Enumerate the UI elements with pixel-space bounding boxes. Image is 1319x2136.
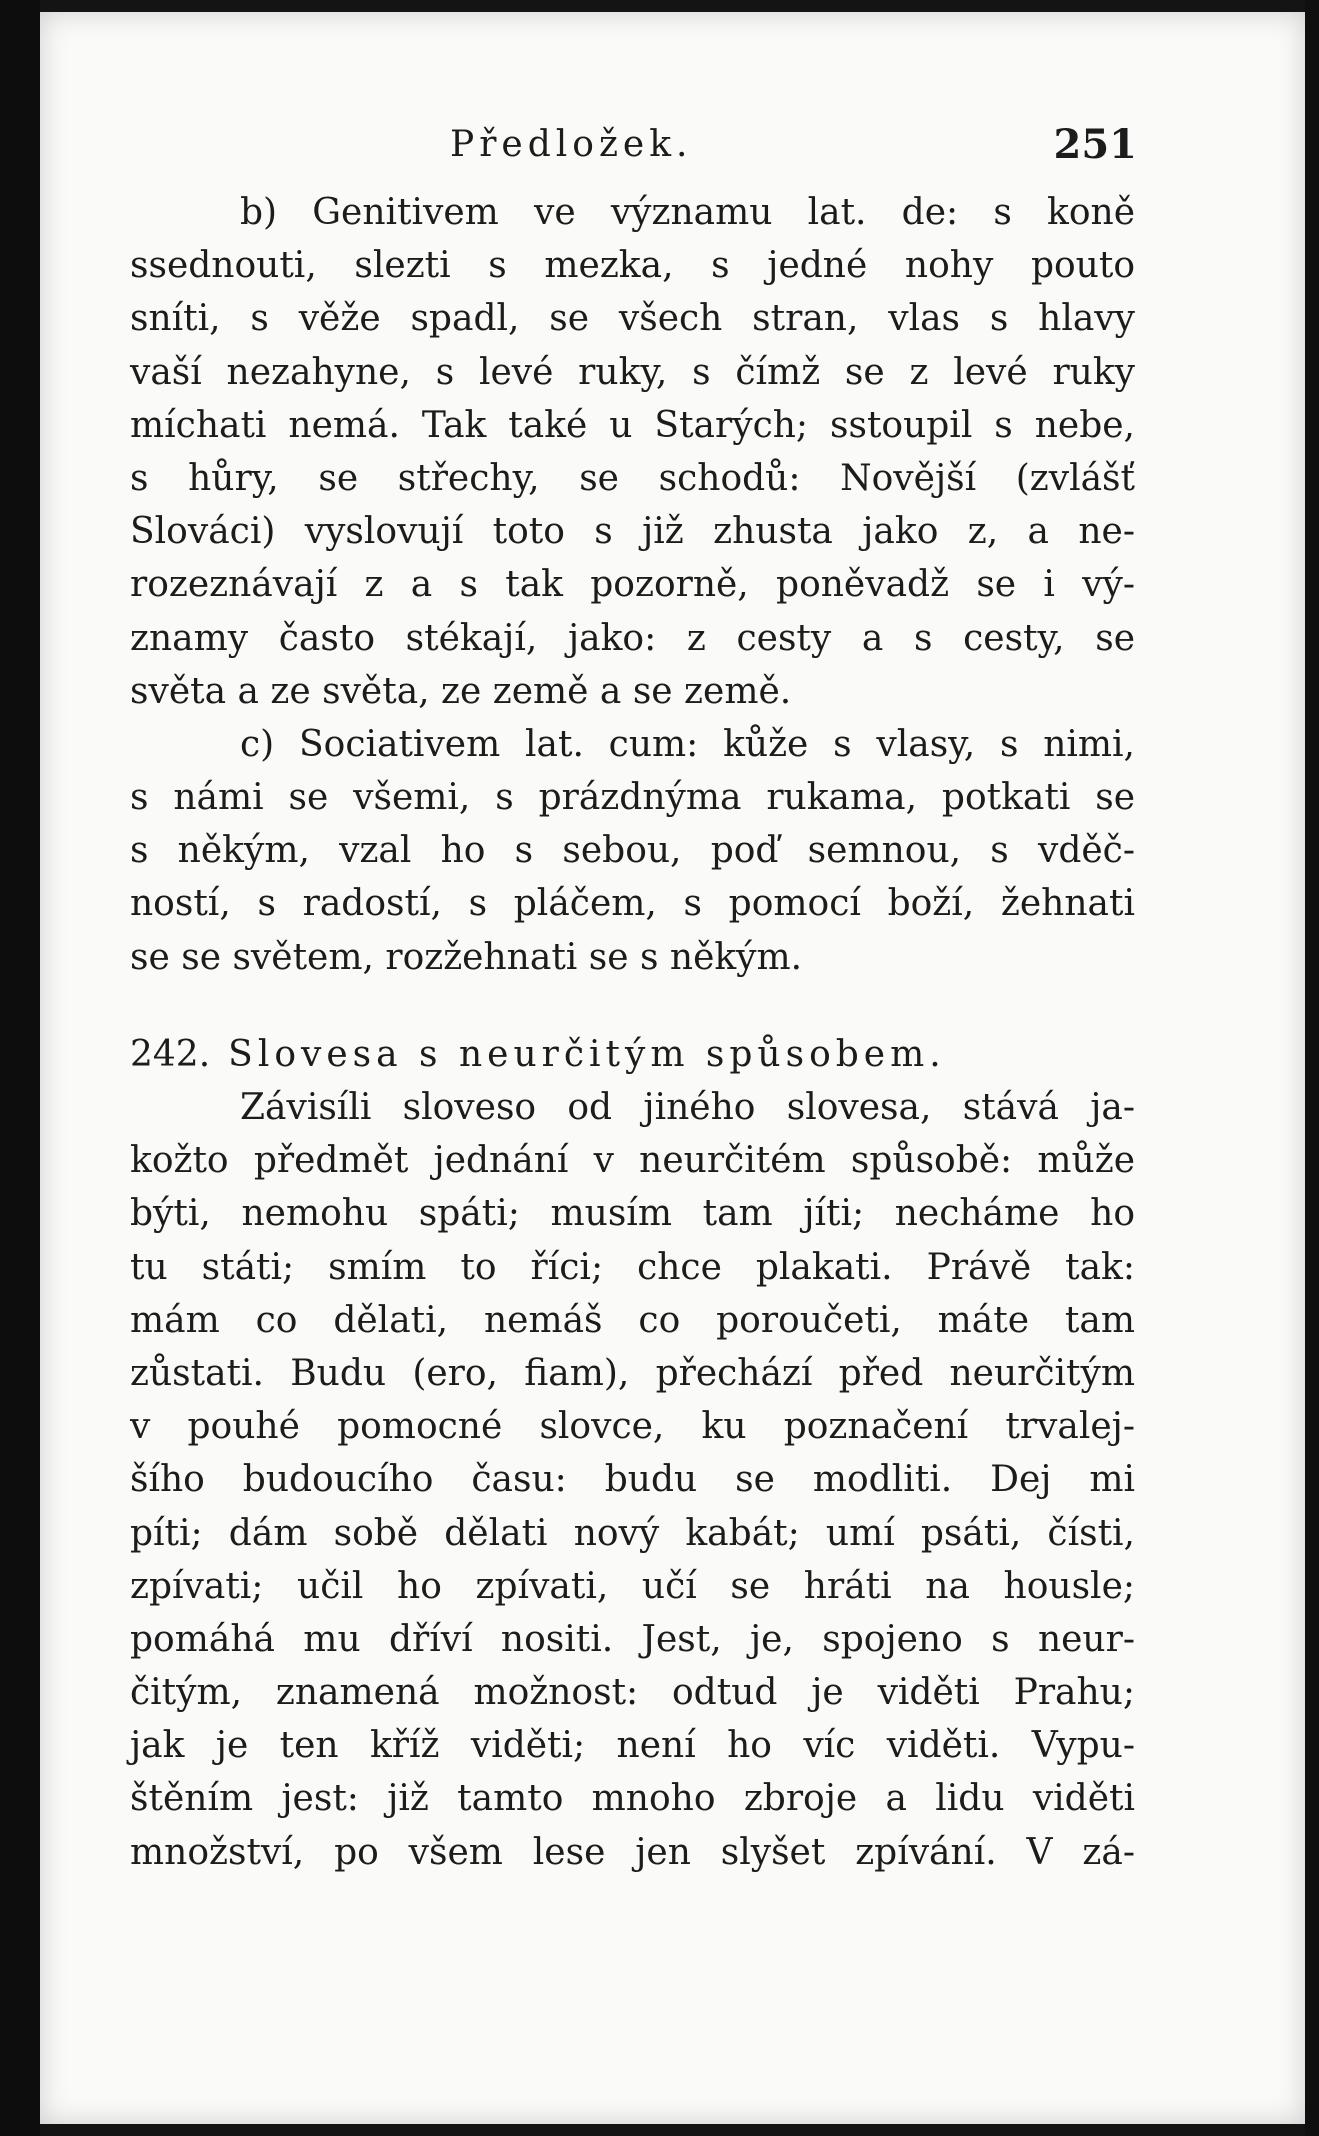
text-line: pomáhá mu dříví nositi. Jest, je, spojeno s neur- <box>130 1618 1135 1660</box>
text-line: sníti, s věže spadl, se všech stran, vlas s hlavy <box>130 298 1135 340</box>
text-line: vaší nezahyne, s levé ruky, s čímž se z levé ruky <box>130 351 1135 393</box>
text-line: zůstati. Budu (ero, fiam), přechází před neurčitým <box>130 1352 1135 1394</box>
section-heading <box>130 1028 1135 1081</box>
section-number: 242. <box>130 1033 211 1075</box>
book-page <box>40 12 1305 2124</box>
text-line: se se světem, rozžehnati se s někým. <box>130 936 803 978</box>
text-line: býti, nemohu spáti; musím tam jíti; necháme ho <box>130 1193 1135 1235</box>
text-line: zpívati; učil ho zpívati, učí se hráti na housle; <box>130 1565 1135 1607</box>
scan-edge-left <box>0 0 40 2136</box>
text-line: šího budoucího času: budu se modliti. Dej mi <box>130 1459 1135 1501</box>
text-line: c) Sociativem lat. cum: kůže s vlasy, s nimi, <box>240 723 1135 765</box>
text-line: znamy často stékají, jako: z cesty a s cesty, se <box>130 617 1135 659</box>
text-line: rozeznávají z a s tak pozorně, poněvadž se i vý- <box>130 564 1135 606</box>
text-line: Závisíli sloveso od jiného slovesa, stává ja- <box>240 1087 1135 1128</box>
text-line: s někým, vzal ho s sebou, poď semnou, s vděč- <box>130 830 1135 872</box>
text-line: tu státi; smím to říci; chce plakati. Právě tak: <box>130 1246 1135 1288</box>
text-line: s hůry, se střechy, se schodů: Novější (zvlášť <box>130 457 1135 499</box>
text-line: s námi se všemi, s prázdnýma rukama, potkati se <box>130 777 1135 819</box>
text-line: b) Genitivem ve významu lat. de: s koně <box>240 192 1135 233</box>
running-head <box>130 118 1135 174</box>
text-line: v pouhé pomocné slovce, ku poznačení trvalej- <box>130 1406 1135 1448</box>
paragraph-242 <box>130 1081 1135 1879</box>
text-line: ssednouti, slezti s mezka, s jedné nohy pouto <box>130 245 1135 287</box>
text-line: světa a ze světa, ze země a se země. <box>130 670 792 712</box>
text-line: Slováci) vyslovují toto s již zhusta jako z, a ne- <box>130 511 1135 553</box>
text-line: jak je ten kříž viděti; není ho víc viděti. Vypu- <box>130 1725 1135 1767</box>
text-line: množství, po všem lese jen slyšet zpívání. V zá- <box>130 1831 1135 1873</box>
page-content <box>130 118 1135 1879</box>
text-line: čitým, znamená možnost: odtud je viděti Prahu; <box>130 1672 1135 1714</box>
paragraph-b <box>130 186 1135 718</box>
running-head-title: Předložek. <box>450 124 693 165</box>
text-line: kožto předmět jednání v neurčitém spůsobě: může <box>130 1140 1135 1182</box>
scan-edge-right <box>1305 0 1319 2136</box>
text-line: štěním jest: již tamto mnoho zbroje a lidu viděti <box>130 1778 1135 1820</box>
paragraph-c <box>130 718 1135 984</box>
text-line: míchati nemá. Tak také u Starých; sstoupil s nebe, <box>130 404 1135 446</box>
text-line: mám co dělati, nemáš co poroučeti, máte tam <box>130 1299 1135 1341</box>
text-line: ností, s radostí, s pláčem, s pomocí boží, žehnati <box>130 883 1135 925</box>
page-number: 251 <box>1053 121 1137 168</box>
section-title: Slovesa s neurčitým spůsobem. <box>228 1033 946 1075</box>
text-line: píti; dám sobě dělati nový kabát; umí psáti, čísti, <box>130 1512 1135 1554</box>
